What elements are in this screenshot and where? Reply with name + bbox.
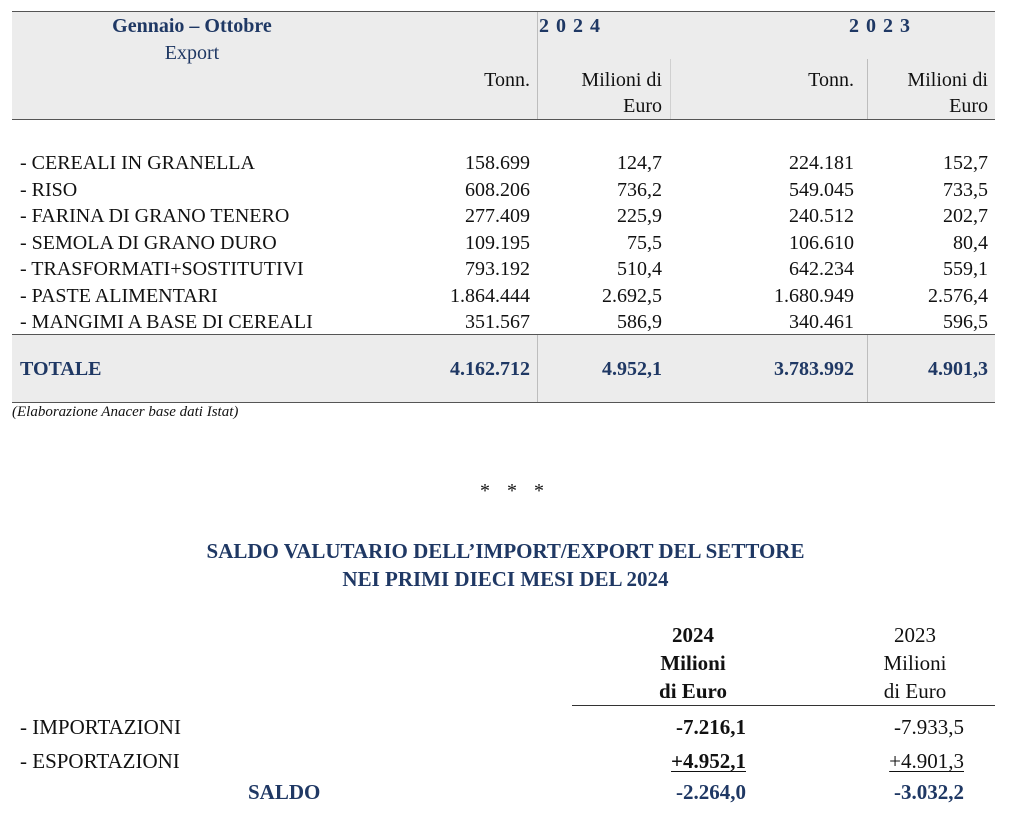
saldo-label: SALDO [248, 780, 321, 804]
row-label: - FARINA DI GRANO TENERO [20, 205, 290, 227]
period-label: Gennaio – Ottobre [112, 15, 272, 37]
milioni-2024: 510,4 [617, 258, 662, 280]
milioni-2023: 733,5 [943, 178, 988, 201]
esportazioni-2023: +4.901,3 [889, 749, 964, 773]
col-milioni-2023-l1: Milioni di [907, 69, 988, 91]
table-row [12, 150, 995, 177]
milioni-2024: 586,9 [617, 311, 662, 333]
saldo-col2023-year: 2023 [894, 623, 936, 647]
total-label: TOTALE [20, 358, 102, 380]
tonn-2024: 277.409 [465, 205, 530, 227]
esportazioni-label: - ESPORTAZIONI [20, 749, 180, 773]
year-2024-header: 2 0 2 4 [539, 15, 601, 37]
tonn-2024: 793.192 [465, 258, 530, 280]
milioni-2024: 75,5 [627, 231, 662, 254]
tonn-2023: 642.234 [789, 258, 854, 280]
milioni-2024: 225,9 [617, 205, 662, 227]
col-milioni-2023-l2: Euro [949, 95, 988, 117]
column-divider [670, 59, 671, 119]
milioni-2023: 202,7 [943, 205, 988, 227]
tonn-2023: 1.680.949 [774, 284, 854, 307]
importazioni-2024: -7.216,1 [676, 715, 746, 739]
saldo-2024: -2.264,0 [676, 780, 746, 804]
saldo-title-line1: SALDO VALUTARIO DELL’IMPORT/EXPORT DEL SETTORE [206, 539, 805, 563]
esportazioni-2024: +4.952,1 [671, 749, 746, 773]
table-row [12, 177, 995, 204]
milioni-2024: 736,2 [617, 178, 662, 201]
saldo-header-rule [572, 705, 995, 706]
milioni-2024: 124,7 [617, 152, 662, 174]
row-label: - RISO [20, 178, 78, 201]
tonn-2024: 351.567 [465, 311, 530, 333]
milioni-2023: 596,5 [943, 311, 988, 333]
saldo-2023: -3.032,2 [894, 780, 964, 804]
table-row [12, 256, 995, 283]
tonn-2024: 158.699 [465, 152, 530, 174]
tonn-2023: 340.461 [789, 311, 854, 333]
saldo-col2024-year: 2024 [672, 623, 714, 647]
col-tonn-2023: Tonn. [808, 69, 854, 91]
tonn-2023: 224.181 [789, 152, 854, 174]
row-label: - SEMOLA DI GRANO DURO [20, 231, 277, 254]
milioni-2023: 152,7 [943, 152, 988, 174]
saldo-col2024-line2: di Euro [659, 679, 727, 703]
saldo-col2023-line2: di Euro [883, 679, 947, 703]
importazioni-label: - IMPORTAZIONI [20, 715, 181, 739]
importazioni-2023: -7.933,5 [894, 715, 964, 739]
saldo-col2024-line1: Milioni [660, 651, 726, 675]
table-row [12, 309, 995, 336]
total-tonn-2024: 4.162.712 [450, 358, 530, 380]
section-separator: * * * [480, 480, 550, 502]
saldo-title-line2: NEI PRIMI DIECI MESI DEL 2024 [342, 567, 669, 591]
tonn-2023: 240.512 [789, 205, 854, 227]
row-label: - MANGIMI A BASE DI CEREALI [20, 311, 313, 333]
flow-label: Export [164, 42, 220, 64]
col-milioni-2024-l1: Milioni di [581, 69, 662, 91]
tonn-2024: 1.864.444 [450, 284, 530, 307]
tonn-2024: 109.195 [465, 231, 530, 254]
row-label: - PASTE ALIMENTARI [20, 284, 218, 307]
milioni-2023: 559,1 [943, 258, 988, 280]
tonn-2023: 106.610 [789, 231, 854, 254]
table-row [12, 203, 995, 230]
table-row [12, 283, 995, 310]
total-row [12, 356, 995, 383]
tonn-2024: 608.206 [465, 178, 530, 201]
column-divider [867, 59, 868, 119]
header-bottom-rule [12, 119, 995, 120]
row-label: - CEREALI IN GRANELLA [20, 152, 255, 174]
milioni-2023: 2.576,4 [928, 284, 988, 307]
tonn-2023: 549.045 [789, 178, 854, 201]
total-tonn-2023: 3.783.992 [774, 358, 854, 380]
col-milioni-2024-l2: Euro [623, 95, 662, 117]
milioni-2023: 80,4 [953, 231, 988, 254]
table-row [12, 230, 995, 257]
total-milioni-2024: 4.952,1 [602, 358, 662, 380]
milioni-2024: 2.692,5 [602, 284, 662, 307]
export-table [12, 11, 995, 403]
total-milioni-2023: 4.901,3 [928, 358, 988, 380]
year-2023-header: 2 0 2 3 [849, 15, 911, 37]
row-label: - TRASFORMATI+SOSTITUTIVI [20, 258, 304, 280]
source-note: (Elaborazione Anacer base dati Istat) [12, 404, 239, 420]
col-tonn-2024: Tonn. [484, 69, 530, 91]
saldo-col2023-line1: Milioni [883, 651, 947, 675]
table-top-rule [12, 11, 995, 12]
